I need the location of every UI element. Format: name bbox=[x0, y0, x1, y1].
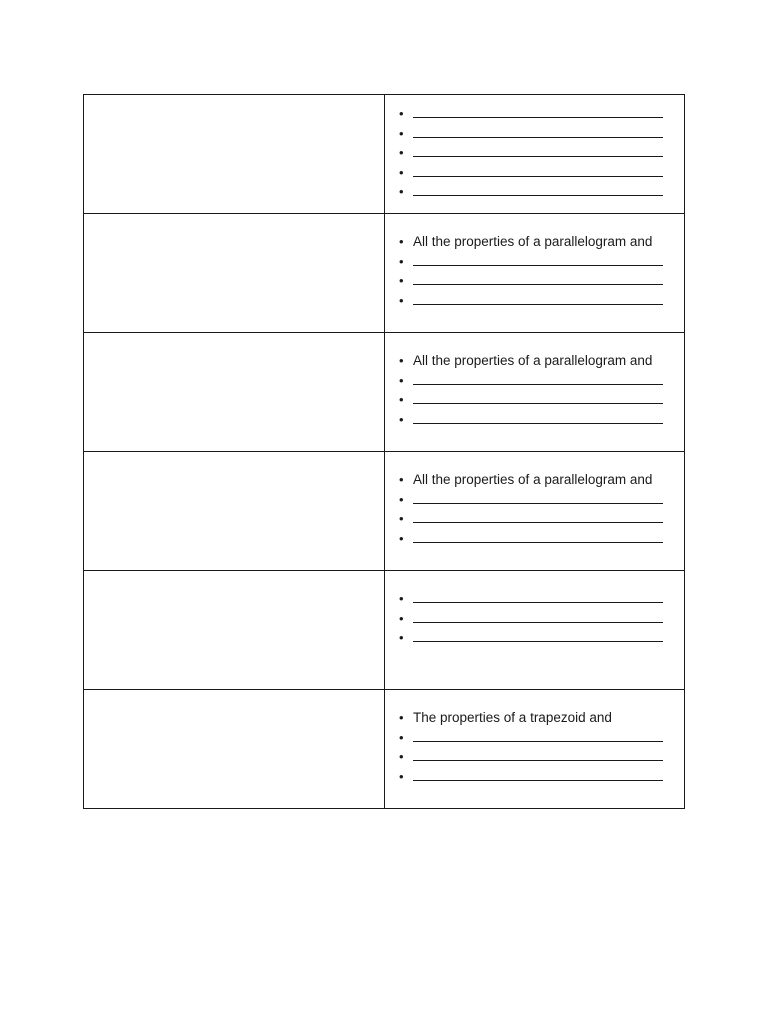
blank-line[interactable] bbox=[413, 728, 663, 742]
table-row bbox=[84, 333, 685, 452]
list-item bbox=[399, 728, 684, 748]
list-item bbox=[399, 271, 684, 291]
blank-line[interactable] bbox=[413, 143, 663, 157]
list-item bbox=[399, 767, 684, 787]
table-row bbox=[84, 95, 685, 214]
list-item bbox=[399, 628, 684, 648]
blank-line[interactable] bbox=[413, 628, 663, 642]
list-item bbox=[399, 747, 684, 767]
list-item bbox=[399, 529, 684, 549]
blank-line[interactable] bbox=[413, 410, 663, 424]
list-item bbox=[399, 252, 684, 272]
list-item bbox=[399, 291, 684, 311]
property-prefix-text: The properties of a trapezoid and bbox=[413, 710, 612, 725]
table-row bbox=[84, 571, 685, 690]
blank-line[interactable] bbox=[413, 271, 663, 285]
list-item bbox=[399, 410, 684, 430]
list-item bbox=[399, 163, 684, 183]
blank-line[interactable] bbox=[413, 390, 663, 404]
shape-name-cell[interactable] bbox=[84, 333, 385, 452]
list-item bbox=[399, 143, 684, 163]
shape-name-cell[interactable] bbox=[84, 95, 385, 214]
properties-cell bbox=[385, 690, 685, 809]
blank-line[interactable] bbox=[413, 163, 663, 177]
table-row bbox=[84, 690, 685, 809]
blank-line[interactable] bbox=[413, 252, 663, 266]
properties-cell bbox=[385, 452, 685, 571]
properties-list bbox=[385, 214, 684, 310]
properties-list bbox=[385, 690, 684, 786]
list-item bbox=[399, 509, 684, 529]
blank-line[interactable] bbox=[413, 589, 663, 603]
property-prefix-text: All the properties of a parallelogram and bbox=[413, 353, 653, 368]
list-item bbox=[399, 351, 684, 371]
list-item bbox=[399, 470, 684, 490]
blank-line[interactable] bbox=[413, 509, 663, 523]
list-item bbox=[399, 589, 684, 609]
properties-list bbox=[385, 95, 684, 202]
blank-line[interactable] bbox=[413, 104, 663, 118]
list-item bbox=[399, 232, 684, 252]
property-prefix-text: All the properties of a parallelogram and bbox=[413, 234, 653, 249]
blank-line[interactable] bbox=[413, 609, 663, 623]
shape-name-cell[interactable] bbox=[84, 690, 385, 809]
shape-name-cell[interactable] bbox=[84, 452, 385, 571]
list-item bbox=[399, 609, 684, 629]
properties-cell bbox=[385, 333, 685, 452]
properties-list bbox=[385, 571, 684, 648]
properties-cell bbox=[385, 571, 685, 690]
table-row bbox=[84, 452, 685, 571]
blank-line[interactable] bbox=[413, 182, 663, 196]
list-item bbox=[399, 124, 684, 144]
properties-list bbox=[385, 333, 684, 429]
list-item bbox=[399, 371, 684, 391]
properties-cell bbox=[385, 214, 685, 333]
properties-table bbox=[83, 94, 685, 809]
blank-line[interactable] bbox=[413, 291, 663, 305]
property-prefix-text: All the properties of a parallelogram and bbox=[413, 472, 653, 487]
blank-line[interactable] bbox=[413, 767, 663, 781]
blank-line[interactable] bbox=[413, 529, 663, 543]
list-item bbox=[399, 490, 684, 510]
blank-line[interactable] bbox=[413, 490, 663, 504]
properties-cell bbox=[385, 95, 685, 214]
list-item bbox=[399, 390, 684, 410]
properties-list bbox=[385, 452, 684, 548]
blank-line[interactable] bbox=[413, 747, 663, 761]
list-item bbox=[399, 708, 684, 728]
blank-line[interactable] bbox=[413, 124, 663, 138]
shape-name-cell[interactable] bbox=[84, 571, 385, 690]
list-item bbox=[399, 104, 684, 124]
table-row bbox=[84, 214, 685, 333]
blank-line[interactable] bbox=[413, 371, 663, 385]
shape-name-cell[interactable] bbox=[84, 214, 385, 333]
list-item bbox=[399, 182, 684, 202]
